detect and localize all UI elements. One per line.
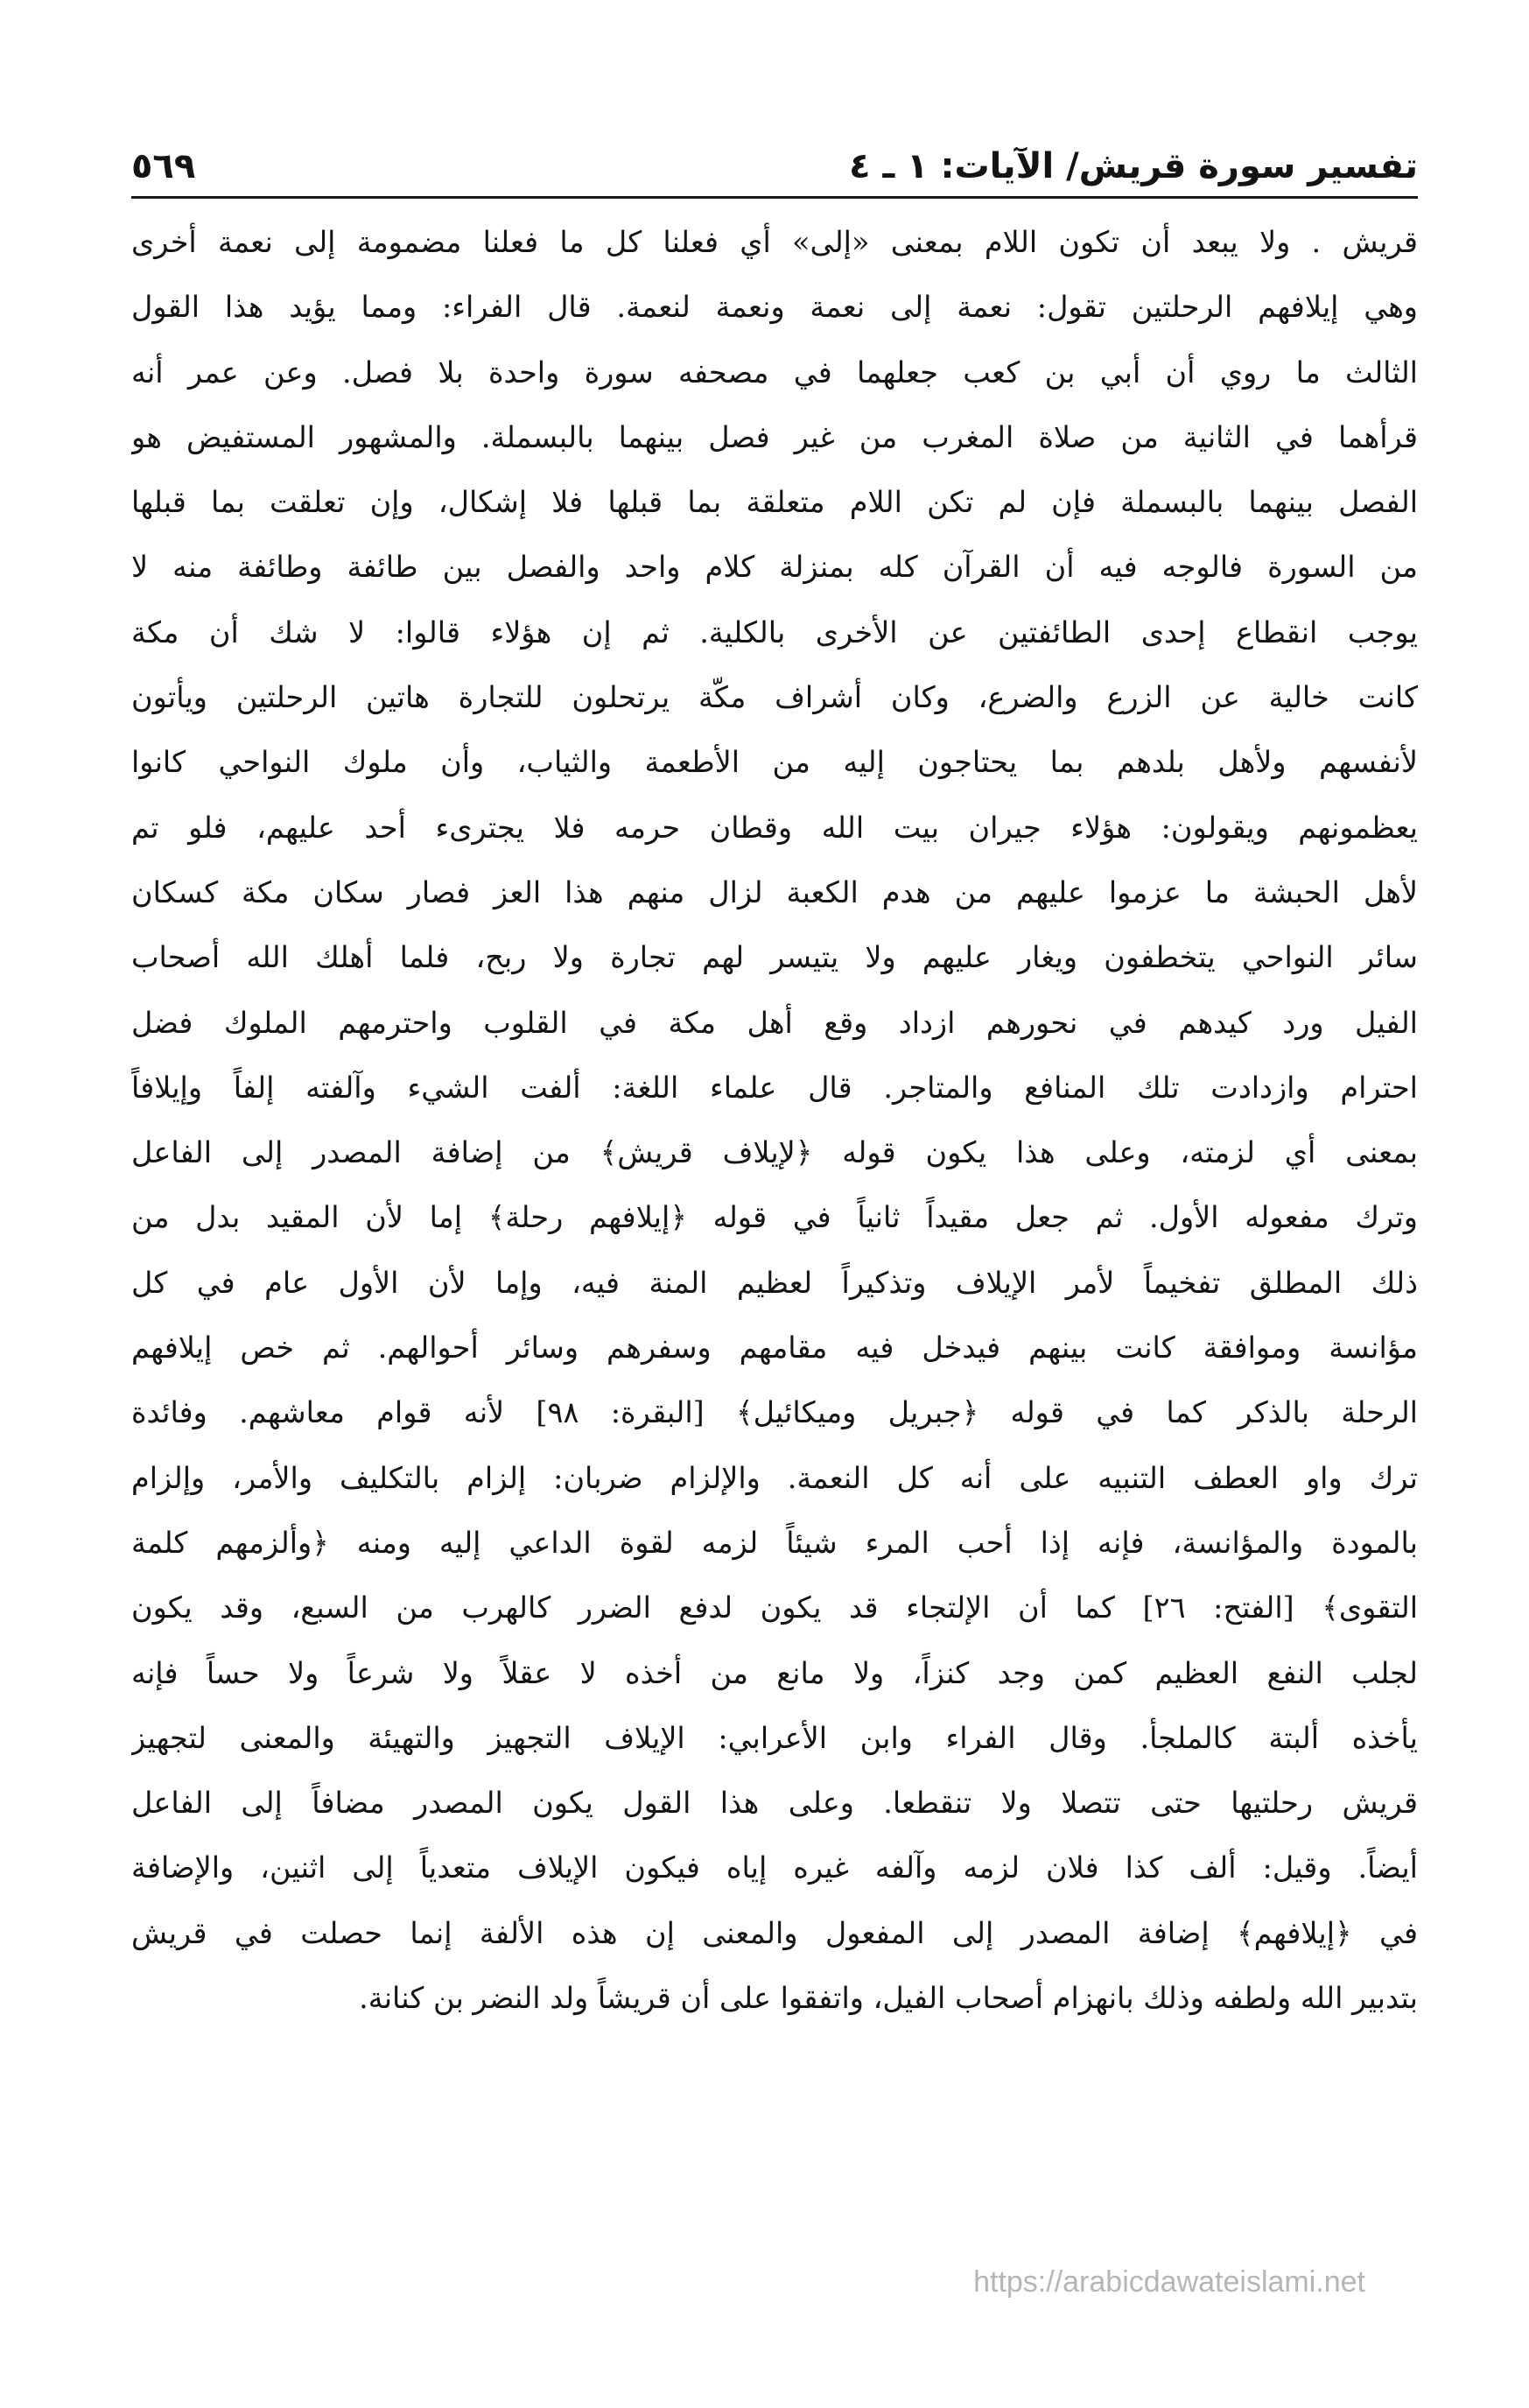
watermark-url: https://arabicdawateislami.net	[973, 2265, 1365, 2299]
page-number: ٥٦٩	[131, 146, 196, 186]
text-line: يوجب انقطاع إحدى الطائفتين عن الأخرى بالكلية. ثم إن هؤلاء قالوا: لا شك أن مكة	[131, 614, 1418, 649]
text-line: قريش . ولا يبعد أن تكون اللام بمعنى «إلى» أي فعلنا كل ما فعلنا مضمومة إلى نعمة أخرى	[131, 225, 1418, 259]
text-line: يعظمونهم ويقولون: هؤلاء جيران بيت الله وقطان حرمه فلا يجترىء أحد عليهم، فلو تم	[131, 810, 1418, 845]
text-line: الرحلة بالذكر كما في قوله ﴿جبريل وميكائيل﴾ [البقرة: ٩٨] لأنه قوام معاشهم. وفائدة	[131, 1395, 1418, 1430]
text-line: ذلك المطلق تفخيماً لأمر الإيلاف وتذكيراً لعظيم المنة فيه، وإما لأن الأول عام في كل	[131, 1265, 1418, 1300]
text-line: قريش رحلتيها حتى تتصلا ولا تنقطعا. وعلى هذا القول يكون المصدر مضافاً إلى الفاعل	[131, 1786, 1418, 1821]
text-line: احترام وازدادت تلك المنافع والمتاجر. قال علماء اللغة: ألفت الشيء وآلفته إلفاً وإيلافاً	[131, 1070, 1418, 1105]
text-line: الثالث ما روي أن أبي بن كعب جعلهما في مصحفه سورة واحدة بلا فصل. وعن عمر أنه	[131, 355, 1418, 390]
text-line: أيضاً. وقيل: ألف كذا فلان لزمه وآلفه غيره إياه فيكون الإيلاف متعدياً إلى اثنين، والإضافة	[131, 1850, 1418, 1885]
text-line: قرأهما في الثانية من صلاة المغرب من غير فصل بينهما بالبسملة. والمشهور المستفيض هو	[131, 419, 1418, 454]
text-line: كانت خالية عن الزرع والضرع، وكان أشراف مكّة يرتحلون للتجارة هاتين الرحلتين ويأتون	[131, 680, 1418, 715]
text-line: يأخذه ألبتة كالملجأ. وقال الفراء وابن الأعرابي: الإيلاف التجهيز والتهيئة والمعنى لتجهيز	[131, 1720, 1418, 1755]
text-line: لجلب النفع العظيم كمن وجد كنزاً، ولا مانع من أخذه لا عقلاً ولا شرعاً ولا حساً فإنه	[131, 1655, 1418, 1690]
text-line: سائر النواحي يتخطفون ويغار عليهم ولا يتيسر لهم تجارة ولا ربح، فلما أهلك الله أصحاب	[131, 940, 1418, 975]
text-line: ترك واو العطف التنبيه على أنه كل النعمة. والإلزام ضربان: إلزام بالتكليف والأمر، وإلزام	[131, 1460, 1418, 1495]
text-line: التقوى﴾ [الفتح: ٢٦] كما أن الإلتجاء قد يكون لدفع الضرر كالهرب من السبع، وقد يكون	[131, 1590, 1418, 1625]
text-line: وهي إيلافهم الرحلتين تقول: نعمة إلى نعمة ونعمة لنعمة. قال الفراء: ومما يؤيد هذا القول	[131, 290, 1418, 325]
header-rule	[131, 196, 1418, 199]
text-line: مؤانسة وموافقة كانت بينهم فيدخل فيه مقامهم وسفرهم وسائر أحوالهم. ثم خص إيلافهم	[131, 1330, 1418, 1365]
text-line: من السورة فالوجه فيه أن القرآن كله بمنزلة كلام واحد والفصل بين طائفة وطائفة منه لا	[131, 550, 1418, 585]
text-line: في ﴿إيلافهم﴾ إضافة المصدر إلى المفعول والمعنى إن هذه الألفة إنما حصلت في قريش	[131, 1915, 1418, 1950]
page-header	[131, 123, 1418, 184]
text-line: لأنفسهم ولأهل بلدهم بما يحتاجون إليه من الأطعمة والثياب، وأن ملوك النواحي كانوا	[131, 745, 1418, 780]
text-line: بتدبير الله ولطفه وذلك بانهزام أصحاب الفيل، واتفقوا على أن قريشاً ولد النضر بن كنانة.	[359, 1981, 1418, 2016]
text-line: بمعنى أي لزمته، وعلى هذا يكون قوله ﴿لإيلاف قريش﴾ من إضافة المصدر إلى الفاعل	[131, 1135, 1418, 1170]
body-text	[131, 210, 1418, 2031]
text-line: الفيل ورد كيدهم في نحورهم ازداد وقع أهل مكة في القلوب واحترمهم الملوك فضل	[131, 1005, 1418, 1040]
text-line: الفصل بينهما بالبسملة فإن لم تكن اللام متعلقة بما قبلها فلا إشكال، وإن تعلقت بما قبلها	[131, 485, 1418, 520]
running-title: تفسير سورة قريش/ الآيات: ١ ـ ٤	[849, 146, 1418, 186]
text-line: وترك مفعوله الأول. ثم جعل مقيداً ثانياً في قوله ﴿إيلافهم رحلة﴾ إما لأن المقيد بدل من	[131, 1200, 1418, 1235]
text-line: لأهل الحبشة ما عزموا عليهم من هدم الكعبة لزال منهم هذا العز فصار سكان مكة كسكان	[131, 874, 1418, 909]
text-line: بالمودة والمؤانسة، فإنه إذا أحب المرء شيئاً لزمه لقوة الداعي إليه ومنه ﴿وألزمهم كلمة	[131, 1525, 1418, 1560]
